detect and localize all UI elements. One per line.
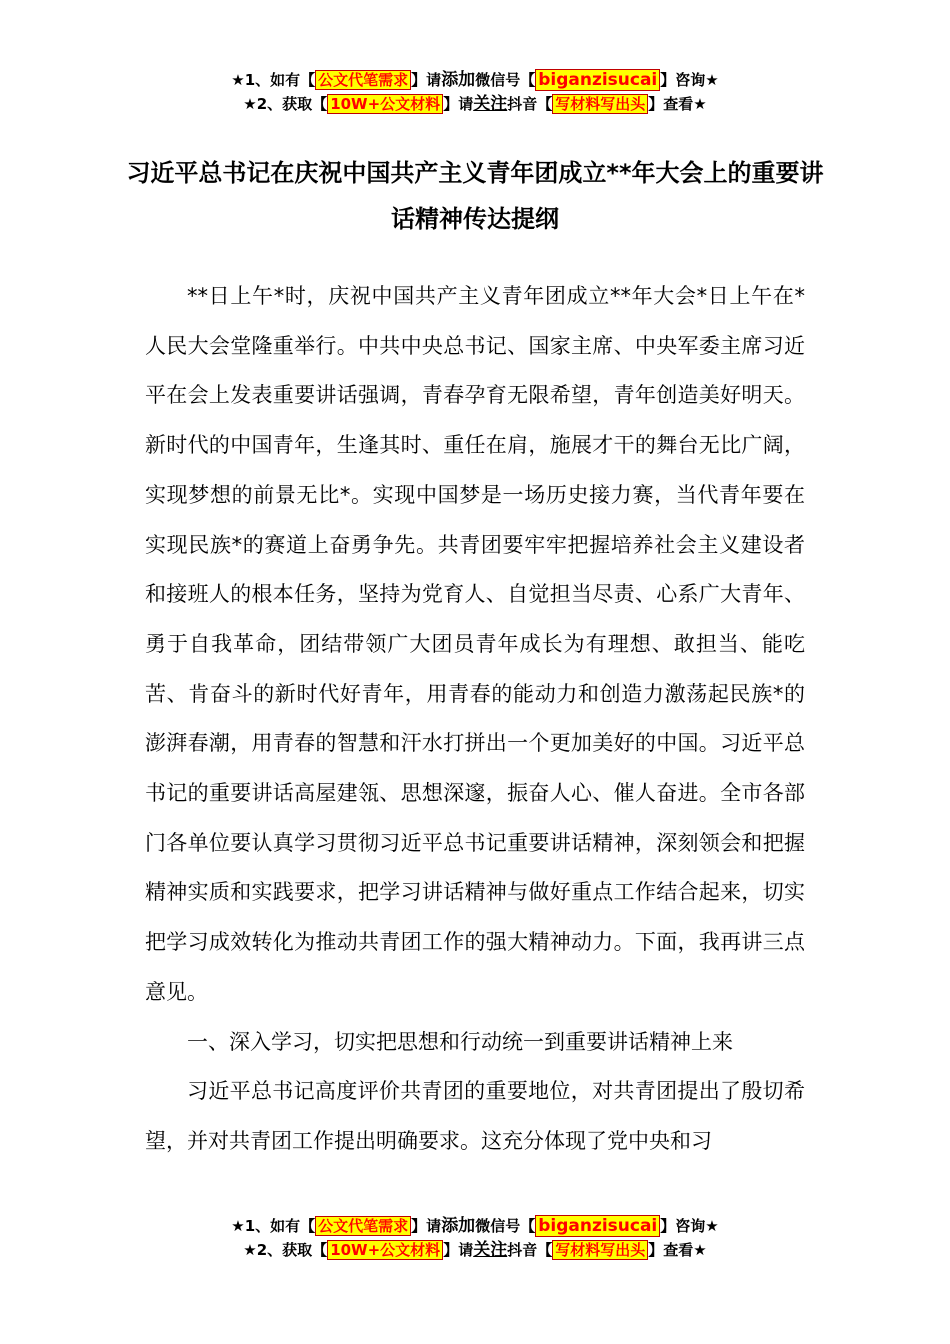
document-title: 习近平总书记在庆祝中国共产主义青年团成立**年大会上的重要讲话精神传达提纲	[126, 159, 824, 233]
promo-line-1: ★1、如有【 公文代笔需求 】请添加微信号【 biganzisucai 】咨询★	[231, 70, 719, 90]
highlight-materials: 10W+公文材料	[327, 94, 443, 114]
promo-line-1: ★1、如有【 公文代笔需求 】请添加微信号【 biganzisucai 】咨询★	[231, 1216, 719, 1236]
footer-promo-banner	[0, 1214, 950, 1262]
promo-line-2: ★2、获取【 10W+公文材料 】请关注抖音【 写材料写出头 】查看★	[243, 94, 707, 114]
highlight-douyin: 写材料写出头	[552, 94, 648, 114]
promo-line-2: ★2、获取【 10W+公文材料 】请关注抖音【 写材料写出头 】查看★	[243, 1240, 707, 1260]
header-promo-banner	[0, 68, 950, 116]
paragraph-section-1: 习近平总书记高度评价共青团的重要地位，对共青团提出了殷切希望，并对共青团工作提出明确要求。这充分体现了党中央和习	[145, 1079, 805, 1153]
highlight-materials: 10W+公文材料	[327, 1240, 443, 1260]
highlight-service: 公文代笔需求	[315, 1216, 411, 1236]
highlight-wechat-id: biganzisucai	[535, 69, 660, 91]
highlight-wechat-id: biganzisucai	[535, 1215, 660, 1237]
paragraph-intro: **日上午*时，庆祝中国共产主义青年团成立**年大会*日上午在*人民大会堂隆重举行。中共中央总书记、国家主席、中央军委主席习近平在会上发表重要讲话强调，青春孕育无限希望，青年创造美好明天。新时代的中国青年，生逢其时、重任在肩，施展才干的舞台无比广阔，实现梦想的前景无比*。实现中国梦是一场历史接力赛，当代青年要在实现民族*的赛道上奋勇争先。共青团要牢牢把握培养社会主义建设者和接班人的根本任务，坚持为党育人、自觉担当尽责、心系广大青年、勇于自我革命，团结带领广大团员青年成长为有理想、敢担当、能吃苦、肯奋斗的新时代好青年，用青春的能动力和创造力激荡起民族*的澎湃春潮，用青春的智慧和汗水打拼出一个更加美好的中国。习近平总书记的重要讲话高屋建瓴、思想深邃，振奋人心、催人奋进。全市各部门各单位要认真学习贯彻习近平总书记重要讲话精神，深刻领会和把握精神实质和实践要求，把学习讲话精神与做好重点工作结合起来，切实把学习成效转化为推动共青团工作的强大精神动力。下面，我再讲三点意见。	[145, 284, 805, 1004]
section-heading-1: 一、深入学习，切实把思想和行动统一到重要讲话精神上来	[187, 1029, 733, 1054]
document-body	[145, 272, 805, 1167]
highlight-service: 公文代笔需求	[315, 70, 411, 90]
highlight-douyin: 写材料写出头	[552, 1240, 648, 1260]
